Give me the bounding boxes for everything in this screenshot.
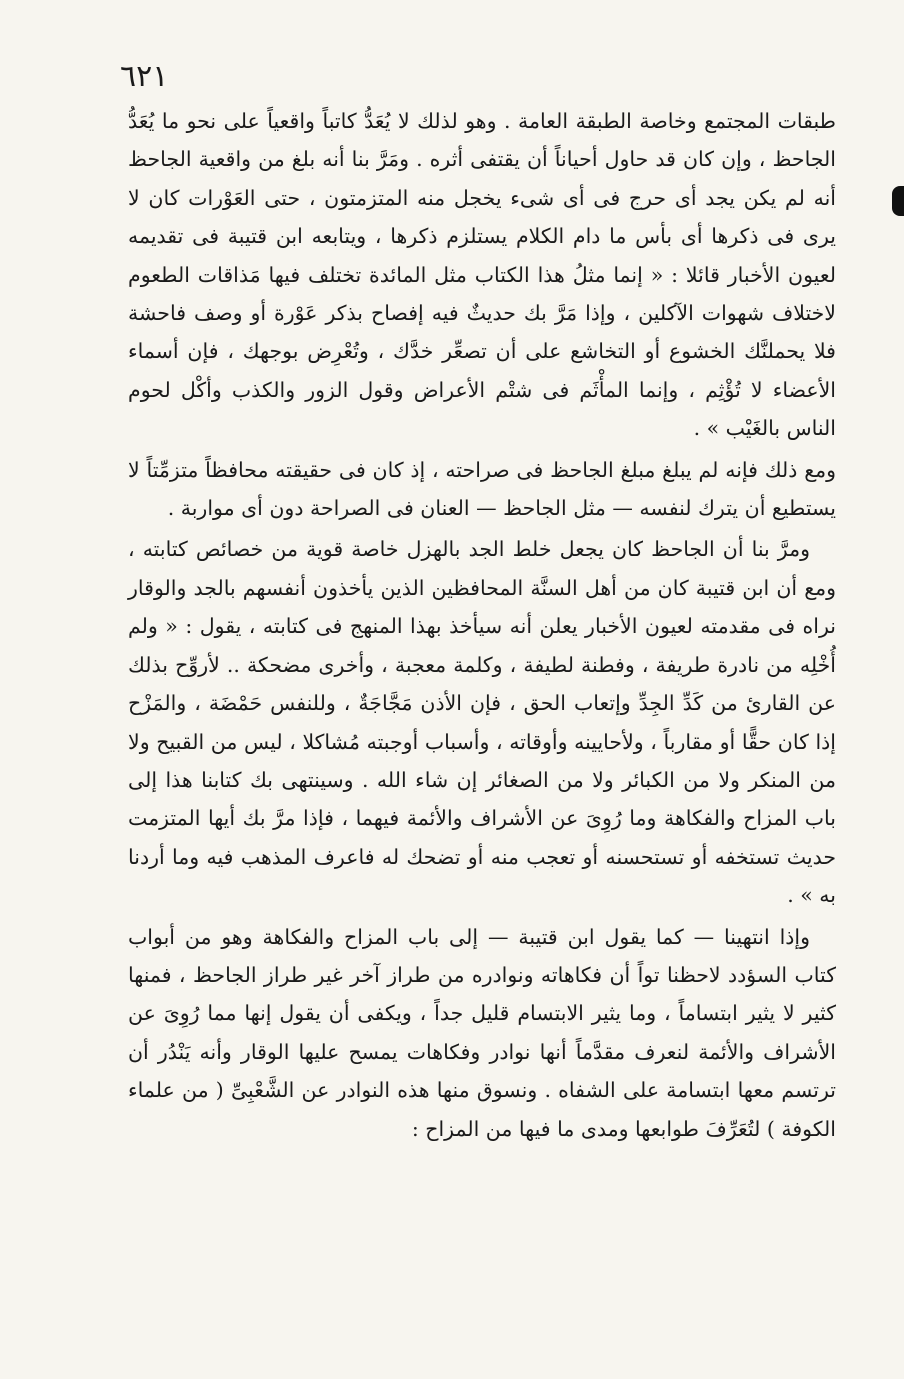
scan-speck: [78, 38, 92, 48]
paragraph-2: ومع ذلك فإنه لم يبلغ مبلغ الجاحظ فى صراحته ، إذ كان فى حقيقته محافظاً متزمِّتاً لا يستطيع أن يترك لنفسه — مثل الجاحظ — العنان فى الصراحة دون أى مواربة .: [128, 457, 836, 521]
binding-edge-mark: [892, 186, 904, 216]
paragraph-1: طبقات المجتمع وخاصة الطبقة العامة . وهو لذلك لا يُعَدُّ كاتباً واقعياً على نحو ما يُعَدُّ الجاحظ ، وإن كان قد حاول أحياناً أن يقتفى أثره . ومَرَّ بنا أنه بلغ من واقعية الجاحظ أنه لم يكن يجد أى حرج فى أى شىء يخجل منه المتزمتون ، حتى العَوْرات كان لا يرى فى ذكرها أى بأس ما دام الكلام يستلزم ذكرها ، ويتابعه ابن قتيبة فى تقديمه لعيون الأخبار قائلا : « إنما مثلُ هذا الكتاب مثل المائدة تختلف فيها مَذاقات الطعوم لاختلاف شهوات الآكلين ، وإذا مَرَّ بك حديثٌ فيه إفصاح بذكر عَوْرة أو وصف فاحشة فلا يحملنَّك الخشوع أو التخاشع على أن تصعِّر خدَّك ، وتُعْرِض بوجهك ، فإن أسماء الأعضاء لا تُؤْثِم ، وإنما المأْثَم فى شتْم الأعراض وقول الزور والكذب وأكْل لحوم الناس بالغَيْب » .: [128, 109, 836, 441]
body-text: [128, 102, 836, 1151]
paragraph-4: وإذا انتهينا — كما يقول ابن قتيبة — إلى باب المزاح والفكاهة وهو من أبواب كتاب السؤدد لاحظنا تواً أن فكاهاته ونوادره من طراز آخر غير طراز الجاحظ ، فمنها كثير لا يثير ابتساماً ، وما يثير الابتسام قليل جداً ، ويكفى أن يقول إنها مما رُوِىَ عن الأشراف والأئمة لنعرف مقدَّماً أنها نوادر وفكاهات يمسح عليها الوقار وأنه يَنْدُر أن ترتسم معها ابتسامة على الشفاه . ونسوق منها هذه النوادر عن الشَّعْبِىِّ ( من علماء الكوفة ) لتُعَرِّفَ طوابعها ومدى ما فيها من المزاح :: [128, 924, 836, 1141]
page-number: ٦٢١: [120, 59, 169, 94]
paragraph-3: ومرَّ بنا أن الجاحظ كان يجعل خلط الجد بالهزل خاصة قوية من خصائص كتابته ، ومع أن ابن قتيبة كان من أهل السنَّة المحافظين الذين يأخذون أنفسهم بالجد والوقار نراه فى مقدمته لعيون الأخبار يعلن أنه سيأخذ بهذا المنهج فى كتابته ، يقول : « ولم أُخْلِه من نادرة طريفة ، وفطنة لطيفة ، وكلمة معجبة ، وأخرى مضحكة .. لأروِّح بذلك عن القارئ من كَدِّ الجِدِّ وإتعاب الحق ، فإن الأذن مَجَّاجَةٌ ، وللنفس حَمْضَة ، والمَزْح إذا كان حقًّا أو مقارباً ، ولأحايينه وأوقاته ، وأسباب أوجبته مُشاكلا ، ليس من القبيح ولا من المنكر ولا من الكبائر ولا من الصغائر إن شاء الله . وسينتهى بك كتابنا هذا إلى باب المزاح والفكاهة وما رُوِىَ عن الأشراف والأئمة فيهما ، فإذا مرَّ بك أيها المتزمت حديث تستخفه أو تستحسنه أو تعجب منه أو تضحك له فاعرف المذهب فيه وما أردنا به » .: [128, 537, 836, 908]
